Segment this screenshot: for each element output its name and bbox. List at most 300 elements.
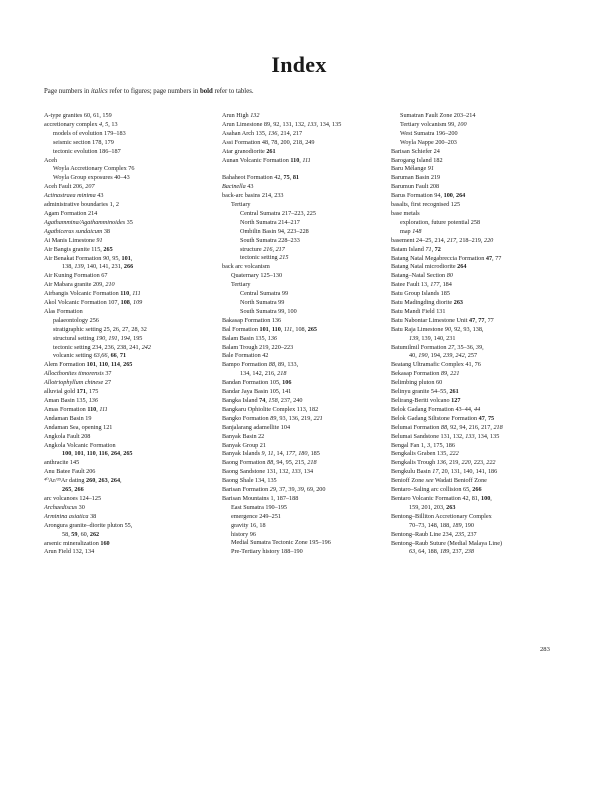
index-entry-text: 111	[132, 290, 141, 298]
index-entry-text: , 108,	[292, 325, 308, 333]
index-entry	[44, 148, 222, 157]
index-entry-text: 218	[307, 459, 317, 467]
index-entry-text: Airbangis Volcanic Formation	[44, 290, 121, 298]
index-entry-text: , 214, 217	[277, 129, 303, 137]
index-entry-text: 106	[282, 379, 292, 387]
index-entry	[222, 424, 400, 433]
index-entry	[391, 379, 569, 388]
index-entry	[222, 130, 400, 139]
index-entry-text: ,	[116, 352, 120, 360]
index-entry-text: Central Sumatra 99	[240, 290, 289, 298]
index-entry-text: Andaman Sea, opening 121	[44, 423, 113, 431]
index-entry	[391, 370, 569, 379]
index-entry	[222, 192, 400, 201]
index-entry-text: 110	[99, 361, 108, 369]
index-entry-text: Belirang-Beriti volcano	[391, 397, 452, 404]
index-entry-text: see	[425, 477, 434, 485]
index-entry-text: 63,66	[93, 352, 108, 360]
index-entry-text: tectonic evolution 186–187	[53, 147, 121, 155]
index-entry-text: Baruman Basin 219	[391, 174, 441, 182]
index-entry	[44, 379, 222, 388]
index-entry-text: ,	[120, 450, 124, 458]
index-entry-text: 71	[119, 352, 127, 360]
index-entry	[44, 513, 222, 522]
index-entry-text: , 257	[464, 352, 478, 360]
index-entry	[391, 192, 569, 201]
index-entry-text: Akol Volcanic Formation 107,	[44, 299, 121, 307]
intro-middle: refer to figures; page numbers in	[107, 88, 200, 95]
index-entry	[391, 406, 569, 415]
index-entry	[391, 174, 569, 183]
index-entry-text: 218	[277, 370, 287, 378]
index-entry-text: Barogang Island 182	[391, 156, 443, 164]
index-entry	[391, 459, 569, 468]
index-entry-text: Alem Formation	[44, 361, 87, 369]
index-entry-text: , 77	[492, 254, 502, 262]
index-entry-text: 110	[290, 156, 300, 164]
index-entry-text: 177, 180	[285, 450, 308, 458]
index-entry-text: stratigraphic setting 25, 26, 27, 28, 32	[53, 325, 147, 333]
index-entry	[44, 210, 222, 219]
index-entry-text: ,	[431, 245, 435, 253]
index-entry-text: 242	[141, 343, 151, 351]
index-entry	[222, 450, 400, 459]
index-entry	[44, 406, 222, 415]
index-entry-text: 111	[302, 156, 311, 164]
index-entry-text: 75	[283, 174, 290, 182]
index-entry	[44, 388, 222, 397]
index-entry	[391, 433, 569, 442]
index-entry-text: , 64, 188,	[415, 548, 440, 556]
index-entry-text: Ombilin Basin 94, 223–228	[240, 227, 309, 235]
index-entry-text: Bekasap Formation	[391, 370, 441, 378]
index-entry-text: , 237, 240	[277, 396, 303, 404]
index-entry	[391, 308, 569, 317]
index-entry-text: ,	[299, 156, 303, 164]
index-entry-text: 38	[102, 227, 110, 235]
index-entry	[44, 174, 222, 183]
index-entry-text: Belok Gadang Siltstone Formation	[391, 414, 479, 422]
index-entry-text: Bakasap Formation 136	[222, 316, 282, 324]
index-entry	[391, 388, 569, 397]
index-entry-text: A-type granites 60, 61, 159	[44, 112, 112, 119]
index-entry	[391, 477, 569, 486]
index-entry	[44, 352, 222, 361]
index-entry-text: ,	[71, 486, 75, 494]
index-entry-text: Archaediscus	[44, 503, 78, 511]
index-entry-text: 222	[449, 450, 459, 458]
index-column-1	[44, 112, 222, 557]
index-entry-text: Bengkalis Trough	[391, 459, 437, 467]
index-entry-text: 177	[430, 281, 440, 289]
index-entry-text: tectonic setting	[240, 254, 280, 262]
index-entry-text: 47	[485, 254, 493, 262]
index-entry-text: Batu Mandi Field 131	[391, 307, 446, 315]
index-entry-text: Batu Raja Limestone	[391, 325, 445, 333]
intro-bold-word: bold	[199, 88, 213, 95]
index-entry-text: 74	[259, 396, 266, 404]
index-entry-text: 111	[99, 405, 108, 413]
index-entry-text: ,	[71, 450, 75, 458]
index-entry-text: , 134	[300, 468, 314, 476]
index-entry-text: Belimbing pluton 60	[391, 379, 443, 387]
index-entry-text: basement 24–25, 214,	[391, 236, 447, 244]
index-entry	[391, 246, 569, 255]
index-entry-text: administrative boundaries 1, 2	[44, 201, 119, 209]
index-entry-text: structure	[240, 245, 264, 253]
index-entry-text: 38	[88, 512, 97, 520]
index-entry-text: 3	[427, 441, 431, 449]
index-entry-text: 139	[74, 263, 84, 271]
index-entry-text: ,	[447, 370, 451, 378]
index-entry	[44, 139, 222, 148]
index-entry-text: Central Sumatra 217–223, 225	[240, 209, 316, 217]
index-entry-text: Beatang Ultramafic Complex 41, 76	[391, 361, 481, 369]
index-entry-text: 27	[448, 343, 455, 351]
index-entry-text: 265	[123, 361, 133, 369]
index-entry	[44, 468, 222, 477]
index-entry-text: structural setting	[53, 334, 96, 342]
index-entry-text: Bentaro Volcanic Formation 42, 81,	[391, 494, 481, 502]
index-entry-text: , 184	[439, 281, 452, 289]
index-entry-text: 133	[291, 468, 301, 476]
index-entry-text: 100	[62, 450, 72, 458]
index-entry-text: Anu Batee Fault 206	[44, 468, 96, 476]
index-entry-text: 110	[86, 450, 96, 458]
index-entry-text: Bentaro–Saling arc collision 65,	[391, 486, 473, 494]
index-entry-text: Air Benakat Formation	[44, 254, 103, 262]
index-entry-text: history 96	[231, 530, 256, 538]
index-entry-text: 70–73, 148, 188,	[409, 521, 453, 529]
index-entry-text: Barus Formation 94,	[391, 192, 444, 200]
index-entry-text: ,	[95, 477, 99, 485]
index-entry-text: 132	[250, 112, 260, 119]
index-entry-text: Batumilmil Formation	[391, 343, 449, 351]
index-entry-text: 109	[132, 299, 143, 307]
index-entry	[222, 459, 400, 468]
index-entry-text: 136	[436, 459, 447, 467]
index-entry-text: 264	[455, 192, 466, 200]
index-entry	[222, 335, 400, 344]
index-entry-text: 265	[62, 486, 72, 494]
index-entry	[391, 157, 569, 166]
index-entry	[44, 121, 222, 130]
index-entry-text: ,	[475, 316, 479, 324]
index-entry	[391, 130, 569, 139]
index-entry-text: , 37, 39,	[275, 486, 298, 494]
index-entry-text: 108	[120, 299, 130, 307]
index-entry-text: Bangkaru Ophiolite Complex 113, 182	[222, 405, 319, 413]
index-entry-text: Belinyu granite 54–55,	[391, 388, 450, 396]
index-entry-text: Woyla Nappe 200–203	[400, 138, 457, 146]
index-entry-text: 72	[434, 245, 441, 253]
index-entry-text: Baong Sandstone 131, 132,	[222, 468, 292, 476]
index-entry	[44, 486, 222, 495]
index-entry-text: Bentong–Raub Line 234,	[391, 530, 455, 538]
index-entry-text: ,	[130, 254, 133, 262]
index-entry	[391, 165, 569, 174]
index-entry-text: Belumai Sandstone 131, 132,	[391, 432, 466, 440]
index-entry	[222, 281, 400, 290]
index-entry-text: 111	[283, 325, 293, 333]
index-entry	[44, 442, 222, 451]
index-column-2	[222, 112, 400, 557]
index-entry-text: Batu Group Islands 185	[391, 290, 450, 298]
index-entry	[222, 388, 400, 397]
index-entry-text: 90	[444, 325, 451, 333]
index-entry	[222, 290, 400, 299]
index-entry	[222, 246, 400, 255]
index-entry	[222, 352, 400, 361]
index-entry-text: , 218–219,	[456, 236, 484, 244]
index-entry-text: West Sumatra 196–200	[400, 129, 458, 137]
index-entry	[391, 513, 569, 522]
index-entry-text: 210	[105, 281, 115, 289]
index-entry	[391, 112, 569, 121]
index-entry-text: Balam Basin 135,	[222, 334, 268, 342]
index-entry	[44, 459, 222, 468]
index-entry-text: Arongura granite–diorite pluton 55,	[44, 521, 133, 529]
index-entry-text: tectonic setting 234, 236, 238, 241,	[53, 343, 142, 351]
index-entry	[391, 361, 569, 370]
index-entry-text: Tertiary volcanism 99,	[400, 120, 458, 128]
index-entry-text: 88	[268, 361, 275, 369]
index-entry	[44, 237, 222, 246]
index-entry-text: 81	[292, 174, 299, 182]
index-entry-text: seismic section 178, 179	[53, 138, 114, 146]
index-entry	[44, 130, 222, 139]
index-entry-text: South Sumatra 99, 100	[240, 307, 297, 315]
index-entry-text: Aceh	[44, 156, 58, 164]
index-entry-text: Arun High	[222, 112, 251, 119]
index-entry	[44, 477, 222, 486]
index-entry-text: 58,	[62, 530, 72, 538]
index-entry	[222, 272, 400, 281]
index-entry-text: 89	[440, 370, 448, 378]
index-entry-text: Assi Formation 48, 78, 200, 218, 249	[222, 138, 315, 146]
index-entry-text: 127	[451, 397, 461, 404]
index-entry-text: , 223,	[470, 459, 487, 467]
index-entry-text: Agathammina/Agathamminoides	[44, 218, 126, 226]
index-entry	[391, 317, 569, 326]
index-entry	[391, 237, 569, 246]
index-entry-text: ,	[107, 477, 111, 485]
index-entry-text: 148	[412, 227, 422, 235]
index-entry-text: 91	[427, 165, 434, 173]
index-entry-text: Balam Trough 219, 220–223	[222, 343, 294, 351]
index-entry-text: 66	[110, 352, 117, 360]
index-entry-text: Woyla Accretionary Complex 76	[53, 165, 135, 173]
index-entry-text: 116	[98, 450, 108, 458]
index-entry	[222, 121, 400, 130]
index-entry	[391, 148, 569, 157]
index-entry-text: 27	[103, 379, 112, 387]
index-entry	[222, 219, 400, 228]
index-entry-text: 100	[457, 120, 467, 128]
index-entry-text: 260	[86, 477, 96, 485]
index-entry	[44, 201, 222, 210]
index-entry-text: Angkola Fault 208	[44, 432, 91, 440]
index-entry	[222, 112, 400, 121]
index-entry	[391, 442, 569, 451]
index-entry	[391, 548, 569, 557]
index-entry-text: ,	[129, 299, 133, 307]
index-entry-text: ,	[482, 343, 484, 351]
index-entry-text: Bengkalis Graben 135,	[391, 450, 450, 458]
index-entry-text: Bandan Formation 105,	[222, 379, 283, 387]
index-entry-text: 101	[259, 325, 269, 333]
index-entry-text: 265	[307, 325, 318, 333]
index-entry	[391, 397, 569, 406]
index-entry	[391, 219, 569, 228]
index-entry-text: 264	[110, 450, 121, 458]
index-entry	[391, 450, 569, 459]
index-entry	[44, 504, 222, 513]
index-entry-text: 37	[103, 370, 112, 378]
index-entry-text: , 175	[85, 388, 99, 396]
index-entry-text: Bahaheot Formation 42,	[222, 174, 284, 182]
index-entry-text: 110	[87, 405, 97, 413]
index-entry-text: 139	[409, 334, 419, 342]
index-entry-text: Barisan Formation	[222, 486, 270, 494]
index-entry-text: , 140, 141, 231,	[83, 263, 124, 271]
index-entry	[391, 299, 569, 308]
index-entry-text: Bentong–Raub Suture (Medial Malaya Line)	[391, 539, 503, 547]
index-entry-text: , 194,	[427, 352, 444, 360]
index-entry-text: , 77	[484, 316, 494, 324]
index-entry	[222, 370, 400, 379]
index-entry-text: Batee Fault 13,	[391, 281, 431, 289]
index-entry-text: 91	[96, 236, 103, 244]
index-entry-text: 30	[77, 503, 85, 511]
index-entry-text: 263	[98, 477, 108, 485]
index-entry-text: , 69, 200	[303, 486, 326, 494]
index-entry-text: Quaternary 125–130	[231, 272, 283, 280]
index-entry-text: , 175, 186	[430, 441, 455, 449]
index-entry	[44, 228, 222, 237]
index-entry	[222, 361, 400, 370]
index-entry-text: Barisan Mountains 1, 187–188	[222, 494, 299, 502]
index-entry-text: Banjalarang adamellite 104	[222, 423, 291, 431]
index-entry-text: Baong Shale 134, 135	[222, 477, 277, 485]
index-entry-text: Agam Formation 214	[44, 209, 98, 217]
index-entry	[391, 281, 569, 290]
index-entry-text: , 95,	[109, 254, 122, 262]
index-entry-text: Amas Formation	[44, 405, 88, 413]
index-entry-text: Tertiary	[231, 201, 251, 209]
index-entry-text: 261	[449, 388, 459, 396]
index-entry	[44, 192, 222, 201]
index-entry-text: Bangko Formation	[222, 414, 271, 422]
index-entry	[44, 522, 222, 531]
index-entry-text: , 139, 140, 231	[418, 334, 456, 342]
index-entry-text: Belumai Formation	[391, 423, 441, 431]
index-entry-text: 217	[446, 236, 457, 244]
index-entry-text: 221	[313, 414, 323, 422]
index-entry-text: Banyak Group 21	[222, 441, 266, 449]
index-entry	[222, 477, 400, 486]
index-entry-text: ,	[120, 361, 124, 369]
index-entry-text: Arun Field 132, 134	[44, 548, 95, 556]
index-entry-text: Air Bangis granite 115,	[44, 245, 104, 253]
index-entry	[44, 281, 222, 290]
index-entry-text: anthracite 145	[44, 459, 80, 467]
page-title: Index	[271, 52, 327, 77]
index-entry-text: 220	[461, 459, 471, 467]
index-entry-text: 43	[245, 183, 254, 191]
index-entry-text: Woyla Group exposures 40–43	[53, 174, 130, 182]
index-entry-text: Agathiceras sundaicum	[44, 227, 103, 235]
index-entry-text: ,	[490, 494, 492, 502]
index-entry-text: 171	[76, 388, 86, 396]
index-entry-text: 47	[469, 316, 476, 324]
index-entry-text: 35	[125, 218, 133, 226]
index-entry-text: 88	[267, 459, 274, 467]
index-entry-text: 88	[440, 423, 448, 431]
index-entry-text: Arminina asiatica	[44, 512, 89, 520]
index-entry	[44, 495, 222, 504]
index-entry-text: 220	[483, 236, 494, 244]
index-entry-text: ,	[265, 396, 269, 404]
index-entry-text: 266	[472, 486, 482, 494]
index-entry-text: Bandar Jaya Basin 105, 141	[222, 388, 292, 396]
index-entry-text: 134, 142, 216,	[240, 370, 278, 378]
index-entry	[222, 174, 400, 183]
index-entry	[44, 433, 222, 442]
index-entry	[222, 139, 400, 148]
index-entry-text: South Sumatra 228–233	[240, 236, 300, 244]
index-entry-text: 266	[74, 486, 84, 494]
index-entry	[391, 263, 569, 272]
index-entry	[391, 540, 569, 549]
index-entry	[44, 548, 222, 557]
index-entry-text: Batang Natal Megabreccia Formation	[391, 254, 486, 262]
index-entry-text: 47	[478, 414, 485, 422]
index-entry-text: ,	[452, 192, 456, 200]
index-entry	[222, 513, 400, 522]
index-entry	[391, 486, 569, 495]
index-entry-text: 100	[481, 494, 491, 502]
index-entry	[391, 326, 569, 335]
index-entry-text: 63	[409, 548, 416, 556]
index-entry-text: , 94, 95, 215,	[273, 459, 308, 467]
index-entry-text: base metals	[391, 209, 420, 217]
index-entry	[391, 255, 569, 264]
index-entry-text: 110	[271, 325, 281, 333]
index-entry-text: 263	[446, 503, 456, 511]
index-entry-text: Barumun Fault 208	[391, 183, 440, 191]
index-entry-text: Wadati Benioff Zone	[433, 477, 487, 485]
index-entry	[222, 254, 400, 263]
index-entry-text: Bengkulu Basin	[391, 468, 433, 476]
index-entry-text: Batu Madingding diorite	[391, 299, 454, 307]
index-entry	[222, 344, 400, 353]
index-entry-text: Bampo Formation	[222, 361, 269, 369]
index-entry	[44, 361, 222, 370]
index-entry-text: , 89, 133,	[274, 361, 299, 369]
index-entry	[44, 317, 222, 326]
page-number: 283	[540, 646, 550, 653]
index-entry-text: gravity 16, 18	[231, 521, 266, 529]
index-entry-text: 266	[123, 263, 134, 271]
index-entry-text: alluvial gold	[44, 388, 77, 396]
index-entry-text: Batam Island	[391, 245, 426, 253]
index-entry	[391, 522, 569, 531]
index-entry-text: 265	[103, 245, 113, 253]
index-entry-text: Bengal Fan 1,	[391, 441, 428, 449]
index-entry-text: ,	[268, 325, 272, 333]
index-entry	[44, 397, 222, 406]
